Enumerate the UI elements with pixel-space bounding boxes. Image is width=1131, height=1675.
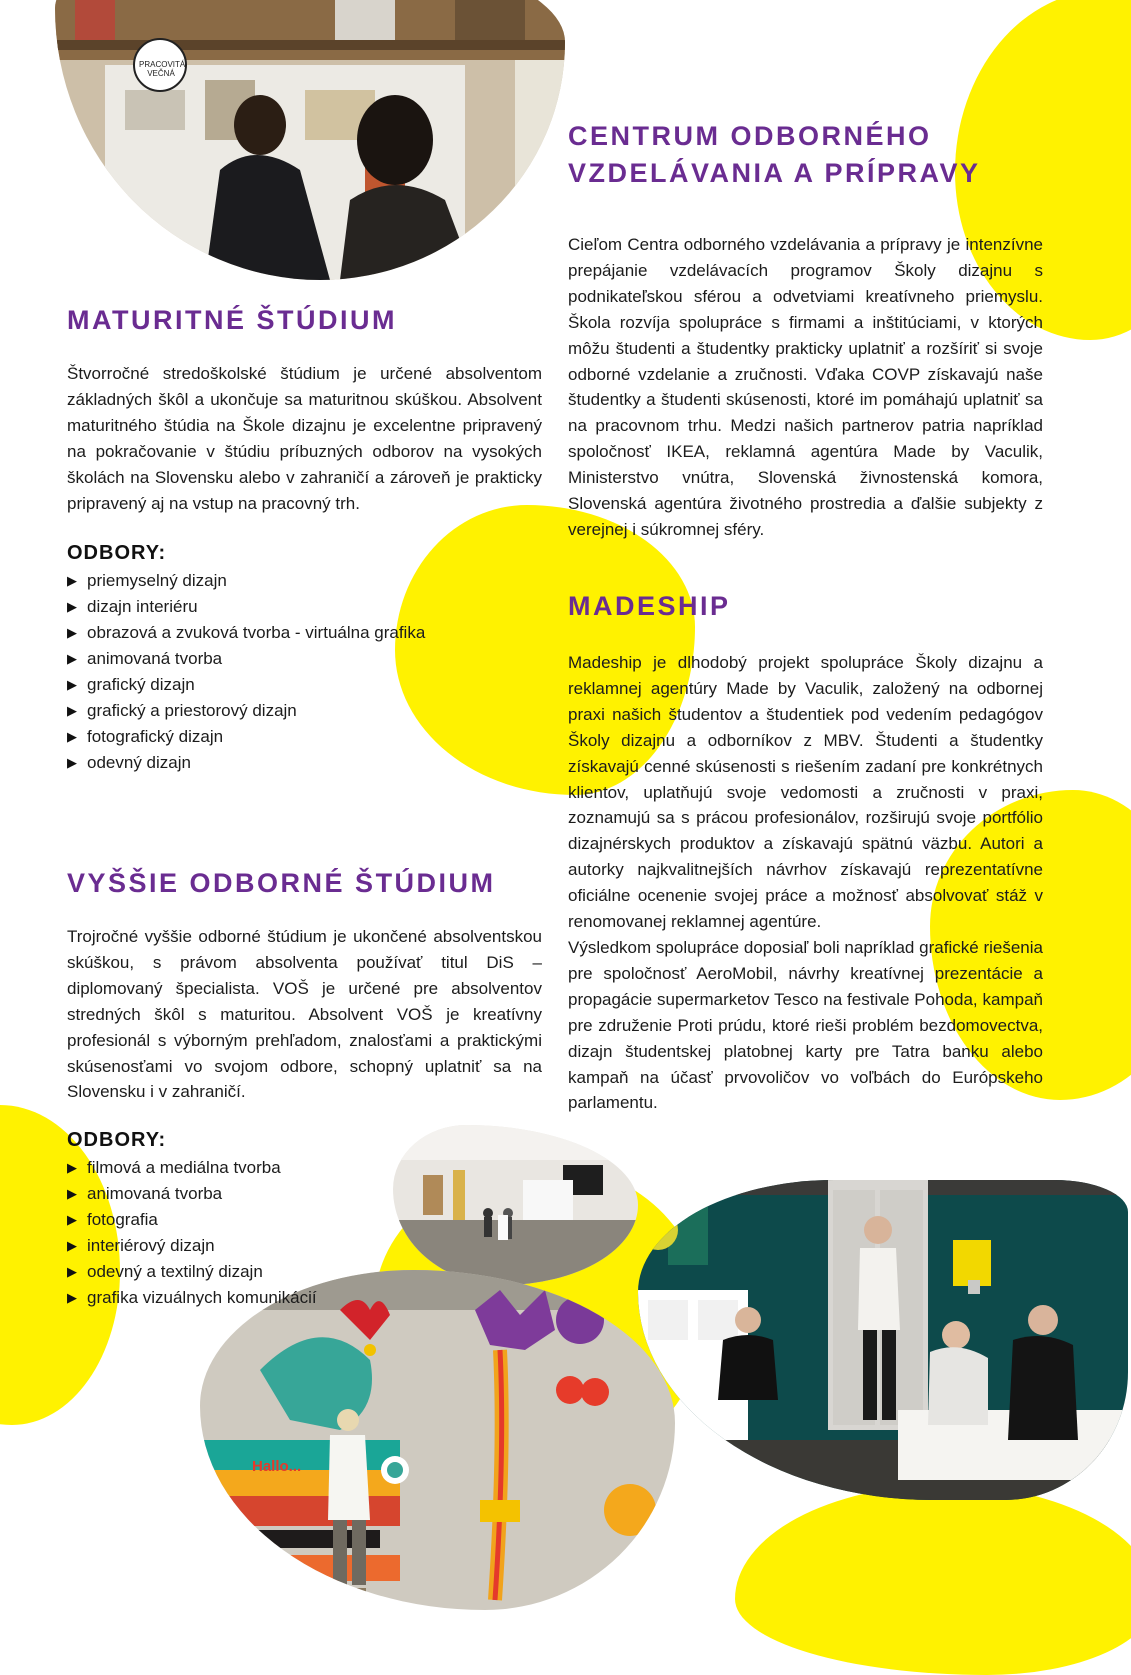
- madeship-body-2: Výsledkom spolupráce doposiaľ boli napríklad grafické riešenia pre spoločnosť AeroMobil, návrhy kreatívnej prezentácie a propagácie supermarketov Tesco na festivale Pohoda, kampaň pre združenie Proti prúdu, ktoré rieši problém bezdomovectva, dizajn študentskej platobnej karty pre Tatra banku alebo kampaň na účasť prvovoličov vo voľbách do Európskeho parlamentu.: [568, 937, 1043, 1113]
- list-item: ▶ grafický dizajn: [67, 672, 542, 698]
- vyssie-body: Trojročné vyššie odborné štúdium je ukončené absolventskou skúškou, s právom absolventa používať titul DiS – diplomovaný špecialista. VOŠ je určené pre absolventov stredných škôl s maturitou. Absolvent VOŠ je kreatívny profesionál s výborným prehľadom, znalosťami a praktickými skúsenosťami vo svojom odbore, schopný uplatniť sa na Slovensku i v zahraničí.: [67, 927, 542, 1102]
- mural-text: Hallo...: [252, 1458, 302, 1475]
- list-item: ▶ fotografický dizajn: [67, 724, 542, 750]
- list-item: ▶ obrazová a zvuková tvorba - virtuálna grafika: [67, 620, 542, 646]
- photo-team-office: [638, 1180, 1128, 1500]
- list-item: ▶ interiérový dizajn: [67, 1233, 542, 1259]
- list-item: ▶ dizajn interiéru: [67, 594, 542, 620]
- right-column: [568, 118, 1043, 543]
- photo-students-at-board: [55, 0, 565, 280]
- list-item: ▶ filmová a mediálna tvorba: [67, 1155, 542, 1181]
- arrow-bullet-icon: ▶: [67, 625, 77, 641]
- section-title-madeship: MADESHIP: [568, 591, 731, 621]
- yellow-blob-bottom-right: [735, 1485, 1131, 1675]
- arrow-bullet-icon: ▶: [67, 1212, 77, 1228]
- list-item: ▶ odevný dizajn: [67, 750, 542, 776]
- covp-body: Cieľom Centra odborného vzdelávania a prípravy je intenzívne prepájanie vzdelávacích programov Školy dizajnu s podnikateľskou sférou a odvetviami kreatívneho priemyslu. Škola rozvíja spolupráce s firmami a inštitúciami, v ktorých môžu študenti a študentky prakticky uplatniť a rozšíriť si svoje odborné vzdelanie a zručnosti. Vďaka COVP získavajú naše študentky a študenti skúsenosti, ktoré im pomáhajú uplatniť sa na pracovnom trhu. Medzi našich partnerov patria napríklad spoločnosť IKEA, reklamná agentúra Made by Vaculik, Ministerstvo vnútra, Slovenská živnostenská komora, Slovenská agentúra životného prostredia a ďalšie subjekty z verejnej i súkromnej sféry.: [568, 235, 1043, 539]
- photo-mural-painting: [200, 1270, 675, 1610]
- covp-title-line-2: VZDELÁVANIA A PRÍPRAVY: [568, 158, 981, 188]
- arrow-bullet-icon: ▶: [67, 651, 77, 667]
- section-title-covp: [568, 118, 1043, 192]
- arrow-bullet-icon: ▶: [67, 1186, 77, 1202]
- arrow-bullet-icon: ▶: [67, 703, 77, 719]
- section-title-maturitne: MATURITNÉ ŠTÚDIUM: [67, 305, 397, 335]
- arrow-bullet-icon: ▶: [67, 1160, 77, 1176]
- board-sign-text: PRACOVITÁ VEČNÁ: [139, 60, 186, 78]
- right-column-lower: [568, 588, 1043, 1116]
- madeship-body-1: Madeship je dlhodobý projekt spolupráce Školy dizajnu a reklamnej agentúry Made by Vaculik, založený na odbornej praxi našich študentov a študentiek pod vedením pedagógov Školy dizajnu a odborníkov z MBV. Študenti a študentky získavajú cenné skúsenosti s riešením zadaní pre konkrétnych klientov, uplatňujú svoje vedomosti a zručnosti v praxi, zoznamujú sa s prácou profesionálov, rozširujú svoje portfólio dizajnérskych produktov a získavajú spätnú väzbu. Autori a autorky najkvalitnejších návrhov získavajú reprezentatívne oficiálne ocenenie svojej práce a možnosť absolvovať stáž v renomovanej reklamnej agentúre.: [568, 653, 1043, 932]
- list-item: ▶ fotografia: [67, 1207, 542, 1233]
- left-column-lower: [67, 865, 542, 1311]
- arrow-bullet-icon: ▶: [67, 599, 77, 615]
- arrow-bullet-icon: ▶: [67, 677, 77, 693]
- list-item: ▶ odevný a textilný dizajn: [67, 1259, 542, 1285]
- left-column: [67, 302, 542, 776]
- arrow-bullet-icon: ▶: [67, 1264, 77, 1280]
- maturitne-odbory-heading: ODBORY:: [67, 542, 167, 565]
- arrow-bullet-icon: ▶: [67, 729, 77, 745]
- list-item: ▶ animovaná tvorba: [67, 1181, 542, 1207]
- arrow-bullet-icon: ▶: [67, 1290, 77, 1306]
- list-item: ▶ grafika vizuálnych komunikácií: [67, 1285, 542, 1311]
- vyssie-odbory-heading: ODBORY:: [67, 1129, 167, 1152]
- arrow-bullet-icon: ▶: [67, 573, 77, 589]
- arrow-bullet-icon: ▶: [67, 1238, 77, 1254]
- vyssie-odbory-list: [67, 1155, 542, 1311]
- covp-title-line-1: CENTRUM ODBORNÉHO: [568, 121, 932, 151]
- list-item: ▶ animovaná tvorba: [67, 646, 542, 672]
- list-item: ▶ priemyselný dizajn: [67, 568, 542, 594]
- arrow-bullet-icon: ▶: [67, 755, 77, 771]
- section-title-vyssie: VYŠŠIE ODBORNÉ ŠTÚDIUM: [67, 868, 496, 898]
- list-item: ▶ grafický a priestorový dizajn: [67, 698, 542, 724]
- maturitne-odbory-list: [67, 568, 542, 776]
- maturitne-body: Štvorročné stredoškolské štúdium je určené absolventom základných škôl a ukončuje sa maturitnou skúškou. Absolvent maturitného štúdia na Škole dizajnu je excelentne pripravený na pokračovanie v štúdiu príbuzných odborov na vysokých školách na Slovensku alebo v zahraničí a zároveň je prakticky pripravený aj na vstup na pracovný trh.: [67, 364, 542, 513]
